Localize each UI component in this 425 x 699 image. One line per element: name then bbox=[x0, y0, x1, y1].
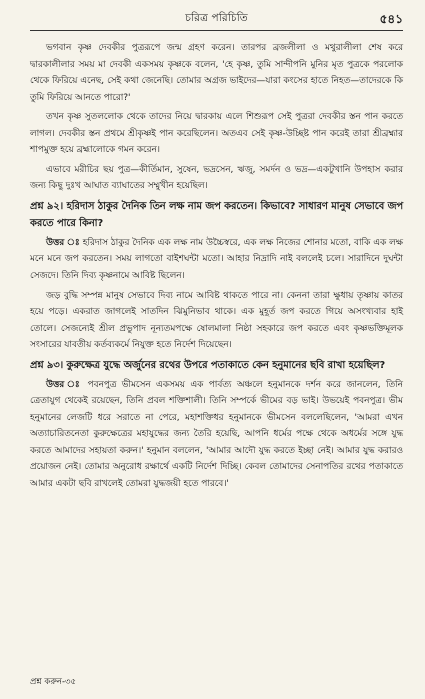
question-92-number: প্রশ্ন ৯২। bbox=[30, 200, 64, 212]
answer-93 bbox=[30, 377, 403, 493]
answer-93-label: উত্তর ঃ bbox=[46, 379, 83, 390]
running-title: চরিত্র পরিচিতি bbox=[185, 11, 248, 24]
question-93 bbox=[30, 357, 403, 374]
answer-92 bbox=[30, 235, 403, 285]
page-footer: প্রশ্ন করুন-৩৫ bbox=[30, 677, 77, 687]
page-header bbox=[30, 10, 403, 28]
paragraph-1: ভগবান কৃষ্ণ দেবকীর পুত্ররূপে জন্ম গ্রহণ করেন। তারপর ব্রজলীলা ও মথুরালীলা শেষ করে দ্বারকালীলার সময় মা দেবকী একসময় কৃষ্ণকে বলেন, 'হে কৃষ্ণ, তুমি সান্দীপনি মুনির মৃত পুত্রকে পরলোক থেকে ফিরিয়ে এনেছ, সেই কথা জেনেছি। তোমার অগ্রজ ভাইদের—যারা কংসের হাতে নিহত—তাদেরকে কি তুমি ফিরিয়ে আনতে পারো?' bbox=[30, 43, 403, 103]
paragraph-3: এভাবে মরীচির ছয় পুত্র—কীর্তিমান, সুষেন, ভদ্রসেন, ঋজু, সমর্দন ও ভদ্র—একটুখানি উপহাস করার জন্য কিছু দুঃখ আঘাত ব্যাঘাতের সম্মুখীন হয়েছিল। bbox=[30, 164, 403, 192]
question-92-text: হরিদাস ঠাকুর দৈনিক তিন লক্ষ নাম জপ করতেন। কিভাবে? সাধারণ মানুষ সেভাবে জপ করতে পারে কিনা? bbox=[30, 200, 404, 229]
answer-93-text: পবনপুত্র ভীমসেন একসময় এক পার্বত্য অঞ্চলে হনুমানকে দর্শন করে জানলেন, তিনি ত্রেতাযুগ থেকেই রয়েছেন, তিনি প্রবল শক্তিশালী। তিনি সম্পর্কে ভীমের বড় ভাই। উভয়েই পবনপুত্র। ভীম হনুমানের লেজটি ধরে সরাতে না পেরে, মহাশক্তিধর হনুমানকে ভীমসেন বললেছিলেন, 'আমরা এখন অত্যাচারিতনেতা কুরুক্ষেত্রের মহাযুদ্ধের জন্য তৈরি হয়েছি, আপনি ধর্মের পক্ষে থেকে অধর্মের সঙ্গে যুদ্ধ করতে আমাদের সহায়তা করুন।' হনুমান বললেন, 'আমার আদৌ যুদ্ধ করতে ইচ্ছা নেই। আমার যুদ্ধ করারও প্রয়োজন নেই। তোমার অনুরোধ রক্ষার্থে একটি নির্দেশ দিচ্ছি। কেবল তোমাদের সেনাপতির রথের পতাকাতে আমার একটা ছবি রাখলেই তোমরা যুদ্ধজয়ী হতে পারবে।' bbox=[30, 379, 403, 490]
answer-92-label: উত্তর ঃ bbox=[46, 237, 80, 248]
header-rule bbox=[30, 30, 403, 31]
page-body bbox=[30, 40, 403, 496]
question-92 bbox=[30, 198, 403, 232]
answer-92-text: হরিদাস ঠাকুর দৈনিক এক লক্ষ নাম উচ্চৈস্বরে, এক লক্ষ নিজের শোনার মতো, বাকি এক লক্ষ মনে মনে জপ করতেন। সময় লাগতো বাইশঘন্টা মতো। আহার নিদ্রাদি নাই বললেই চলে। সারাদিনে দুঘন্টা সেজদে। তিনি দিব্য কৃষ্ণনামে আবিষ্ট ছিলেন। bbox=[30, 237, 403, 282]
question-93-number: প্রশ্ন ৯৩। bbox=[30, 359, 64, 371]
page-number: ৫৪১ bbox=[379, 12, 403, 26]
question-93-text: কুরুক্ষেত্র যুদ্ধে অর্জুনের রথের উপরে পতাকাতে কেন হনুমানের ছবি রাখা হয়েছিল? bbox=[66, 359, 386, 371]
answer-92-continued: জড় বুদ্ধি সম্পন্ন মানুষ সেভাবে দিব্য নামে আবিষ্ট থাকতে পারে না। কেননা তারা ক্ষুধায় তৃষ্ণায় কাতর হয়ে পড়ে। একরাত জাগলেই সাতদিন ঝিমুনিভাব থাকে। এক মুহূর্ত জপ করতে গিয়ে অসংখ্যবার হাই তোলে। সেজন্যেই শ্রীল প্রভুপাদ নূন্যতমপক্ষে ষোলমালা নিষ্ঠা সহকারে জপ করতে এবং কৃষ্ণভক্তিমূলক সংসারের যাবতীয় কর্তব্যকর্মে নিযুক্ত হতে নির্দেশ দিয়েছেন। bbox=[30, 290, 403, 351]
paragraph-2: তখন কৃষ্ণ সুতললোক থেকে তাদের নিয়ে দ্বারকায় এলে শিশুরূপ সেই পুত্ররা দেবকীর স্তন পান করতে লাগল। দেবকীর স্তন প্রথমে শ্রীকৃষ্ণই পান করেছিলেন। অতএব সেই কৃষ্ণ-উচ্ছিষ্ট পান করেই তারা শ্রীব্রহ্মার শাপমুক্ত হয়ে ব্রহ্মালোকে গমন করেন। bbox=[30, 112, 403, 156]
